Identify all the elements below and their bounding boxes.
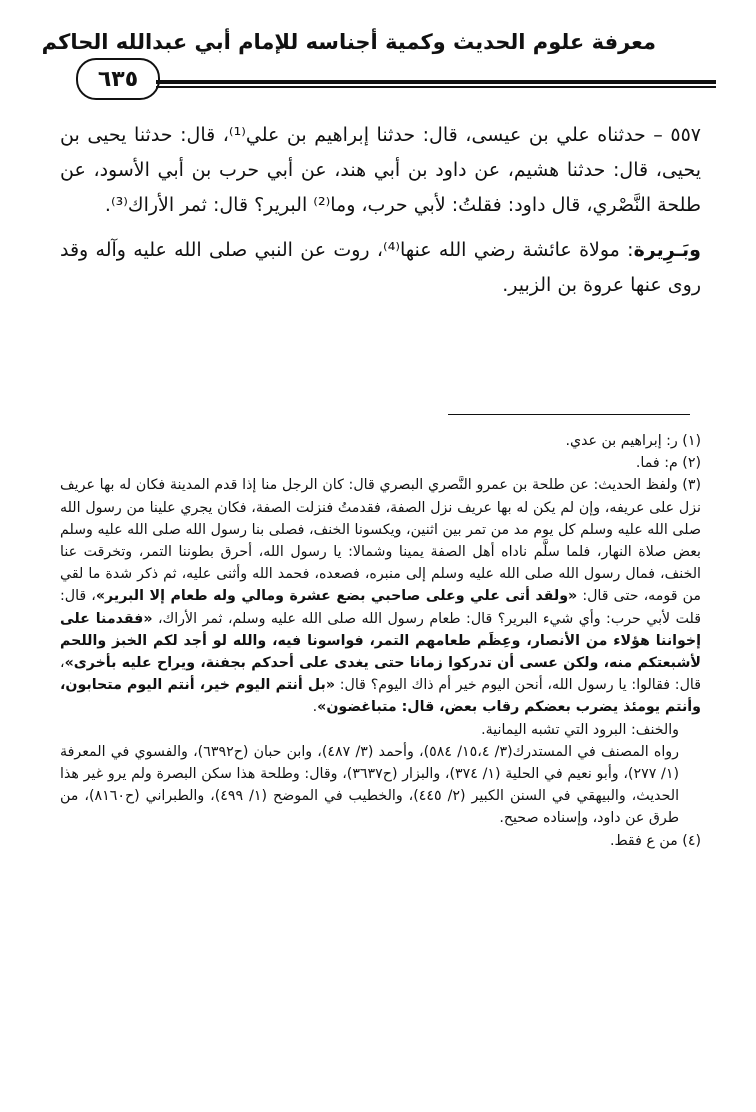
page-number-badge: ٦٣٥ xyxy=(76,58,160,100)
header-rule-thin xyxy=(156,86,716,88)
footnote-3 xyxy=(60,474,701,718)
footnote-3-end: . xyxy=(312,699,318,716)
footnote-1: (١) ر: إبراهيم بن عدي. xyxy=(565,433,701,449)
footnote-divider xyxy=(448,414,690,415)
footnote-4: (٤) من ع فقط. xyxy=(609,832,701,849)
footnote-3-quote-3: «بل أنتم اليوم خير، أنتم اليوم متحابون، وأنتم يومئذ يضرب بعضكم رقاب بعض، قال: متباغضون» xyxy=(60,677,701,716)
running-header-title: معرفة علوم الحديث وكمية أجناسه للإمام أبي عبدالله الحاكم xyxy=(41,30,656,54)
footnote-3-text-2: ، قال: قلت لأبي حرب: وأي شيء البرير؟ قال: طعام رسول الله صلى الله عليه وسلم، ثمر الأراك، xyxy=(60,588,701,627)
footnote-2: (٢) م: فما. xyxy=(635,455,701,472)
main-text xyxy=(60,118,701,313)
footnotes xyxy=(60,430,701,852)
hadith-paragraph: ٥٥٧ – حدثناه علي بن عيسى، قال: حدثنا إبراهيم بن علي⁽¹⁾، قال: حدثنا يحيى بن يحيى، قال: حدثنا هشيم، عن داود بن أبي هند، عن أبي حرب بن أبي الأسود، عن طلحة النَّصْري، قال داود: فقلتُ: لأبي حرب، وما⁽²⁾ البرير؟ قال: ثمر الأراك⁽³⁾. xyxy=(60,124,701,216)
footnote-3-gloss: والخنف: البرود التي تشبه اليمانية. xyxy=(481,721,679,738)
footnote-3-text-3: ، قال: فقالوا: يا رسول الله، أنحن اليوم خير أم ذاك اليوم؟ قال: xyxy=(60,655,701,694)
narrator-bio-paragraph xyxy=(60,233,701,303)
footnote-3-quote-1: «ولقد أتى علي وعلى صاحبي بضع عشرة ومالي وله طعام إلا البرير» xyxy=(95,588,578,605)
footnote-3-quote-2: «فقدمنا على إخواننا هؤلاء من الأنصار، وعِظَم طعامهم التمر، فواسونا فيه، والله لو أجد لكم الخبز واللحم لأشبعتكم منه، ولكن عسى أن تدركوا زمانا حتى يغدى على أحدكم بجفنة، ويراح عليه بأخرى» xyxy=(60,610,701,672)
header-rule-thick xyxy=(156,80,716,84)
narrator-name: وبَـرِيرة xyxy=(633,239,701,261)
narrator-bio: : مولاة عائشة رضي الله عنها⁽⁴⁾، روت عن النبي صلى الله عليه وآله وقد روى عنها عروة بن الزبير. xyxy=(60,239,701,296)
footnote-3-sources: رواه المصنف في المستدرك(٣/ ١٥،٤/ ٥٨٤)، وأحمد (٣/ ٤٨٧)، وابن حبان (ح٦٣٩٢)، والفسوي في المعرفة (١/ ٢٧٧)، وأبو نعيم في الحلية (١/ ٣٧٤)، والبزار (ح٣٦٣٧)، وقال: وطلحة هذا سكن البصرة ولم يرو غير هذا الحديث، والبيهقي في السنن الكبير (٢/ ٤٤٥)، والخطيب في الموضح (١/ ٤٩٩)، والطبراني (ح٨١٦٠)، من طرق عن داود، وإسناده صحيح. xyxy=(60,743,680,827)
footnote-3-text: (٣) ولفظ الحديث: عن طلحة بن عمرو النَّصري البصري قال: كان الرجل منا إذا قدم المدينة فكان له بها عريف نزل على عريفه، وإن لم يكن له بها عريف نزل الصفة، فقدمتُ فنزلت الصفة، فكان يجري علينا من رسول الله صلى الله عليه وسلم كل يوم مد من تمر بين اثنين، ويكسونا الخنف، فصلى بنا رسول الله صلى الله عليه وسلم بعض صلاة النهار، فلما سلَّم ناداه أهل الصفة يمينا وشمالا: يا رسول الله، أحرق بطوننا التمر، وتخرقت عنا الخنف، فمال رسول الله صلى الله عليه وسلم إلى منبره، فصعده، فحمد الله وأثنى عليه، ثم ذكر شدة ما لقي من قومه، حتى قال: xyxy=(60,477,701,605)
